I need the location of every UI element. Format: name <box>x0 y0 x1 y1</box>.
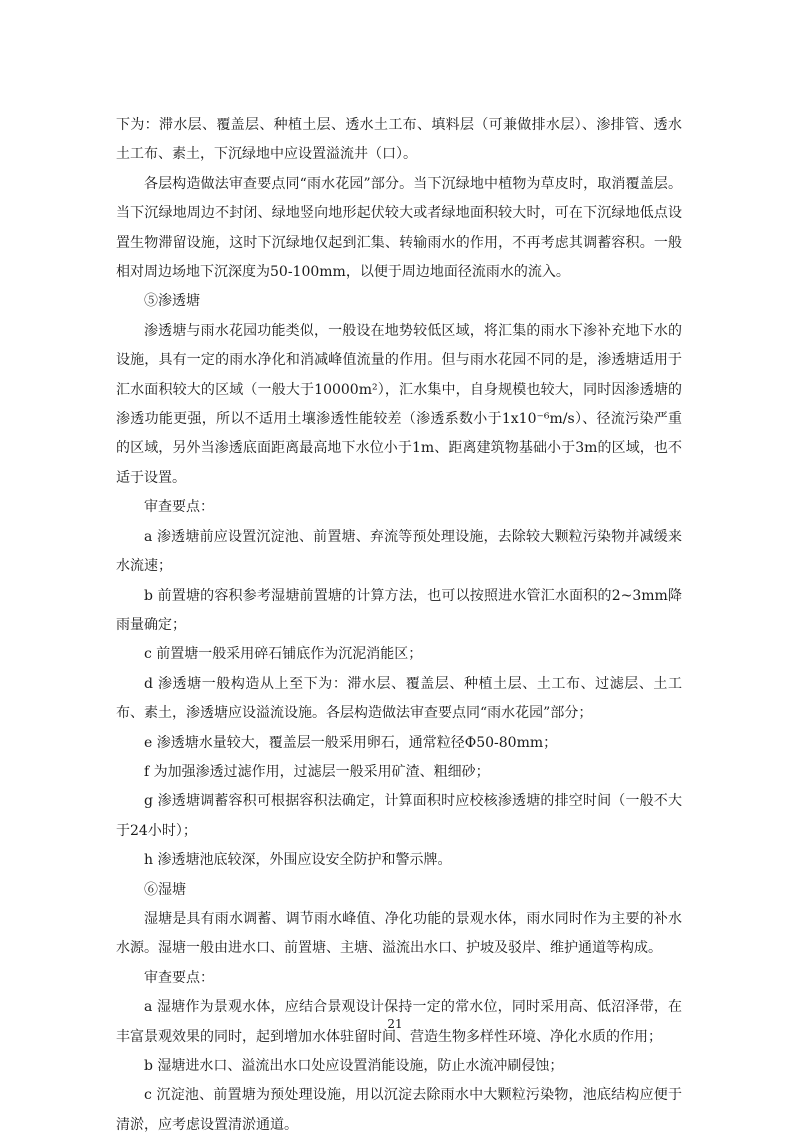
list-item: f 为加强渗透过滤作用，过滤层一般采用矿渣、粗细砂； <box>144 763 490 780</box>
review-points-heading: 审查要点： <box>144 969 214 986</box>
list-item: a 湿塘作为景观水体，应结合景观设计保持一定的常水位，同时采用高、低沼泽带，在丰富景观效果的同时，起到增加水体驻留时间、营造生物多样性环境、净化水质的作用； <box>116 999 682 1045</box>
paragraph: 湿塘是具有雨水调蓄、调节雨水峰值、净化功能的景观水体，雨水同时作为主要的补水水源。湿塘一般由进水口、前置塘、主塘、溢流出水口、护坡及驳岸、维护通道等构成。 <box>116 910 682 957</box>
paragraph: 下为：滞水层、覆盖层、种植土层、透水土工布、填料层（可兼做排水层）、渗排管、透水土工布、素土，下沉绿地中应设置溢流井（口）。 <box>116 117 682 163</box>
list-item: c 沉淀池、前置塘为预处理设施，用以沉淀去除雨水中大颗粒污染物，池底结构应便于清淤，应考虑设置清淤通道。 <box>116 1087 682 1133</box>
body-text <box>116 111 682 1140</box>
list-item: e 渗透塘水量较大，覆盖层一般采用卵石，通常粒径Φ50-80mm； <box>144 734 558 751</box>
paragraph: 各层构造做法审查要点同“雨水花园”部分。当下沉绿地中植物为草皮时，取消覆盖层。当下沉绿地周边不封闭、绿地竖向地形起伏较大或者绿地面积较大时，可在下沉绿地低点设置生物滞留设施，这时下沉绿地仅起到汇集、转输雨水的作用，不再考虑其调蓄容积。一般相对周边场地下沉深度为50-100mm，以便于周边地面径流雨水的流入。 <box>116 175 682 281</box>
paragraph: 渗透塘与雨水花园功能类似，一般设在地势较低区域，将汇集的雨水下渗补充地下水的设施，具有一定的雨水净化和消减峰值流量的作用。但与雨水花园不同的是，渗透塘适用于汇水面积较大的区域（一般大于10000m²），汇水集中，自身规模也较大，同时因渗透塘的渗透功能更强，所以不适用土壤渗透性能较差（渗透系数小于1x10⁻⁶m/s）、径流污染严重的区域，另外当渗透底面距离最高地下水位小于1m、距离建筑物基础小于3m的区域，也不适于设置。 <box>116 322 682 486</box>
review-points-heading: 审查要点： <box>144 499 214 516</box>
list-item: h 渗透塘池底较深，外围应设安全防护和警示牌。 <box>144 852 452 869</box>
section-heading: ⑥湿塘 <box>144 881 186 898</box>
list-item: c 前置塘一般采用碎石铺底作为沉泥消能区； <box>144 646 423 663</box>
list-item: b 湿塘进水口、溢流出水口处应设置消能设施，防止水流冲刷侵蚀； <box>144 1058 564 1074</box>
list-item: a 渗透塘前应设置沉淀池、前置塘、弃流等预处理设施，去除较大颗粒污染物并减缓来水流速； <box>116 528 682 575</box>
list-item: g 渗透塘调蓄容积可根据容积法确定，计算面积时应校核渗透塘的排空时间（一般不大于24小时）； <box>116 793 682 839</box>
list-item: d 渗透塘一般构造从上至下为：滞水层、覆盖层、种植土层、土工布、过滤层、土工布、素土，渗透塘应设溢流设施。各层构造做法审查要点同“雨水花园”部分； <box>116 675 682 722</box>
list-item: b 前置塘的容积参考湿塘前置塘的计算方法，也可以按照进水管汇水面积的2~3mm降雨量确定； <box>116 587 682 633</box>
section-heading: ⑤渗透塘 <box>144 293 200 310</box>
page-number: 21 <box>387 1017 403 1031</box>
